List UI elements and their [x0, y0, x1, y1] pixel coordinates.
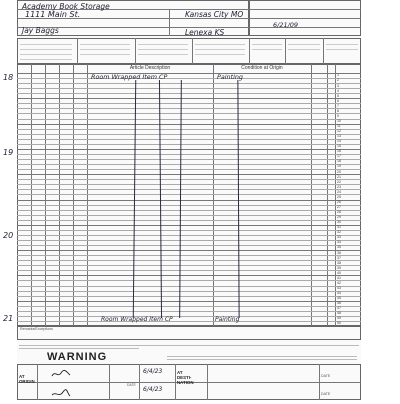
- right-row-number: 43: [337, 285, 341, 290]
- right-row-number: 18: [337, 159, 341, 164]
- right-row-number: 21: [337, 174, 341, 179]
- right-row-number: 23: [337, 184, 341, 189]
- last-condition: Painting: [215, 316, 240, 323]
- origin-signature-2: [51, 386, 71, 396]
- right-row-number: 7: [337, 103, 339, 108]
- row-line: [17, 286, 361, 287]
- right-row-number: 22: [337, 179, 341, 184]
- right-row-number: 42: [337, 280, 341, 285]
- right-row-number: 47: [337, 306, 341, 311]
- right-row-number: 38: [337, 260, 341, 265]
- right-row-number: 48: [337, 311, 341, 316]
- dest-date-label-2: DATE: [321, 392, 331, 396]
- remarks-box: [17, 326, 361, 340]
- row-line: [17, 255, 361, 256]
- right-row-number: 31: [337, 225, 341, 230]
- row-line: [17, 280, 361, 281]
- contact-name: Jay Baggs: [22, 26, 59, 35]
- left-marker-21: 21: [3, 314, 14, 323]
- header-date: 6/21/09: [273, 21, 299, 29]
- right-row-number: 33: [337, 235, 341, 240]
- right-row-number: 35: [337, 245, 341, 250]
- inventory-form-page: [3, 0, 361, 400]
- origin-date-label: DATE: [127, 383, 136, 387]
- row-line: [17, 98, 361, 99]
- row-line: [17, 250, 361, 251]
- row-line: [17, 149, 361, 150]
- right-row-number: 2: [337, 78, 339, 83]
- column-header-condition: Condition at Origin: [241, 65, 283, 71]
- row-line: [17, 159, 361, 160]
- shipper-address: 1111 Main St.: [25, 10, 81, 19]
- right-row-number: 19: [337, 164, 341, 169]
- right-row-number: 10: [337, 118, 341, 123]
- row-line: [17, 260, 361, 261]
- right-row-number: 50: [337, 321, 341, 326]
- right-row-number: 44: [337, 290, 341, 295]
- at-dest-label: AT: [177, 370, 183, 375]
- row-line: [17, 179, 361, 180]
- dest-date-label: DATE: [321, 374, 331, 378]
- left-marker-18: 18: [3, 73, 14, 82]
- row-line: [17, 265, 361, 266]
- right-row-number: 5: [337, 93, 339, 98]
- row-line: [17, 164, 361, 165]
- origin-date: 6/4/23: [143, 368, 163, 375]
- right-row-number: 32: [337, 230, 341, 235]
- row-line: [17, 240, 361, 241]
- row-line: [17, 134, 361, 135]
- destination-label: DESTI- NATION: [177, 375, 194, 385]
- right-row-number: 45: [337, 296, 341, 301]
- row-line: [17, 316, 361, 317]
- row-line: [17, 200, 361, 201]
- right-row-number: 4: [337, 88, 339, 93]
- right-row-number: 20: [337, 169, 341, 174]
- row-line: [17, 301, 361, 302]
- legend-box: [17, 38, 361, 64]
- origin-label: ORIGIN: [19, 379, 35, 384]
- row-line: [17, 230, 361, 231]
- row-line: [17, 78, 361, 79]
- row-line: [17, 321, 361, 322]
- right-row-number: 34: [337, 240, 341, 245]
- row-line: [17, 103, 361, 104]
- row-line: [17, 169, 361, 170]
- at-label: AT: [19, 374, 25, 379]
- right-row-number: 29: [337, 215, 341, 220]
- right-row-number: 13: [337, 134, 341, 139]
- right-row-number: 27: [337, 204, 341, 209]
- row-line: [17, 144, 361, 145]
- city-state: Kansas City MO: [185, 10, 244, 19]
- right-row-number: 24: [337, 189, 341, 194]
- right-row-number: 40: [337, 270, 341, 275]
- row-line: [17, 83, 361, 84]
- row-line: [17, 189, 361, 190]
- left-marker-19: 19: [3, 148, 14, 157]
- last-article: Room Wrapped Item CP: [101, 316, 173, 323]
- row-line: [17, 245, 361, 246]
- row-line: [17, 93, 361, 94]
- row-line: [17, 220, 361, 221]
- row-line: [17, 129, 361, 130]
- right-row-number: 39: [337, 265, 341, 270]
- right-row-number: 6: [337, 98, 339, 103]
- row-line: [17, 205, 361, 206]
- right-row-number: 8: [337, 108, 339, 113]
- row-line: [17, 88, 361, 89]
- shipper-name: Academy Book Storage: [22, 2, 110, 11]
- right-row-number: 11: [337, 124, 341, 128]
- right-row-number: 16: [337, 149, 341, 154]
- first-condition: Painting: [217, 73, 243, 81]
- row-line: [17, 119, 361, 120]
- city-state-2: Lenexa KS: [185, 28, 225, 37]
- right-row-number: 12: [337, 129, 341, 134]
- right-row-number: 49: [337, 316, 341, 321]
- row-line: [17, 154, 361, 155]
- row-line: [17, 139, 361, 140]
- column-header-article: Article Description: [129, 65, 171, 71]
- row-line: [17, 174, 361, 175]
- right-row-number: 28: [337, 210, 341, 215]
- right-row-number: 15: [337, 144, 341, 149]
- row-line: [17, 108, 361, 109]
- row-line: [17, 210, 361, 211]
- row-line: [17, 275, 361, 276]
- row-line: [17, 113, 361, 114]
- row-line: [17, 215, 361, 216]
- at-destination-label: [177, 370, 194, 385]
- right-row-number: 17: [337, 154, 341, 159]
- row-line: [17, 124, 361, 125]
- right-row-number: 46: [337, 301, 341, 306]
- first-article: Room Wrapped Item CP: [91, 73, 168, 81]
- warning-heading: WARNING: [47, 351, 108, 363]
- at-origin-label: [19, 374, 35, 384]
- right-row-number: 14: [337, 139, 341, 144]
- row-line: [17, 291, 361, 292]
- row-line: [17, 296, 361, 297]
- right-row-number: 26: [337, 199, 341, 204]
- right-row-number: 25: [337, 194, 341, 199]
- right-row-number: 41: [337, 275, 341, 280]
- remarks-label: Remarks/Exceptions: [20, 327, 53, 331]
- right-row-number: 1: [337, 73, 339, 78]
- row-line: [17, 184, 361, 185]
- row-line: [17, 270, 361, 271]
- right-row-number: 9: [337, 113, 339, 118]
- row-line: [17, 306, 361, 307]
- row-line: [17, 225, 361, 226]
- origin-date-2: 6/4/23: [143, 386, 163, 393]
- right-row-number: 36: [337, 250, 341, 255]
- row-line: [17, 311, 361, 312]
- left-marker-20: 20: [3, 231, 14, 240]
- right-row-number: 3: [337, 83, 339, 88]
- row-line: [17, 235, 361, 236]
- right-row-number: 30: [337, 220, 341, 225]
- origin-signature: [51, 366, 71, 376]
- right-row-number: 37: [337, 255, 341, 260]
- row-line: [17, 194, 361, 195]
